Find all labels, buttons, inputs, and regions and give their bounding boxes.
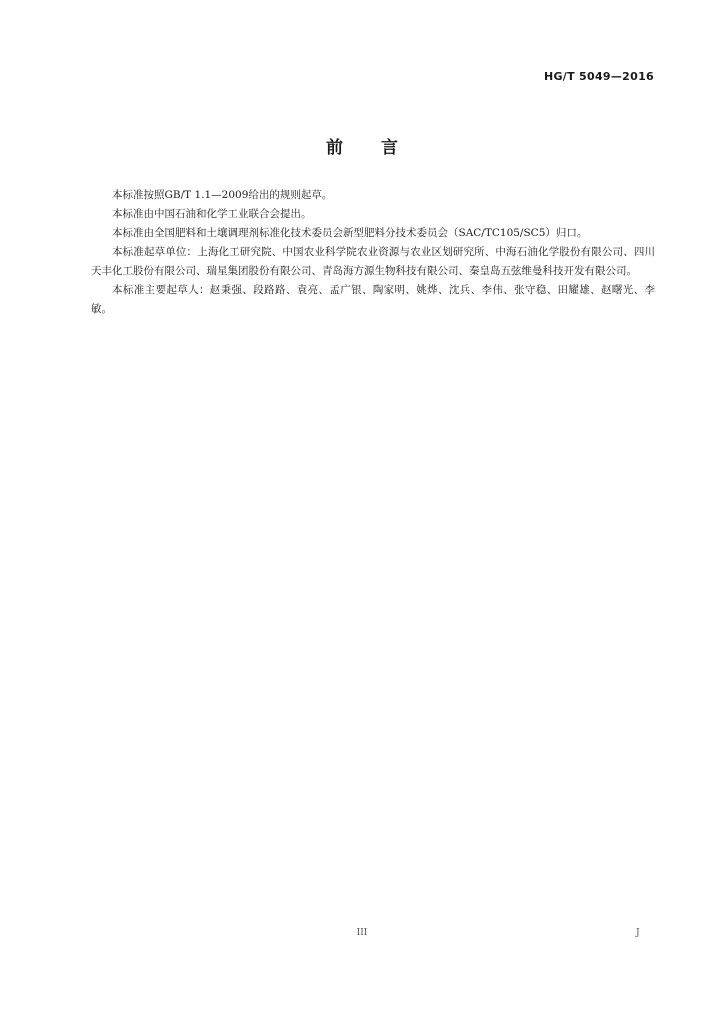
paragraph-committee: 本标准由全国肥料和土壤调理剂标准化技术委员会新型肥料分技术委员会（SAC/TC105/SC5）归口。 xyxy=(112,227,588,239)
paragraph-drafting-units: 本标准起草单位：上海化工研究院、中国农业科学院农业资源与农业区划研究所、中海石油化学股份有限公司、四川天丰化工股份有限公司、瑞星集团股份有限公司、青岛海方源生物科技有限公司、秦皇岛五弦维曼科技开发有限公司。 xyxy=(91,246,655,277)
page-number: III xyxy=(356,928,368,938)
preface-body xyxy=(91,186,655,319)
paragraph-drafters: 本标准主要起草人：赵秉强、段路路、袁亮、孟广银、陶家明、姚烨、沈兵、李伟、张守稳、田耀雄、赵曙光、李敏。 xyxy=(91,284,655,315)
paragraph-proposer: 本标准由中国石油和化学工业联合会提出。 xyxy=(112,208,312,220)
section-title: 前言 xyxy=(326,138,436,158)
paragraph-drafting-rules: 本标准按照GB/T 1.1—2009给出的规则起草。 xyxy=(112,189,333,201)
margin-mark: J xyxy=(636,928,640,938)
document-code: HG/T 5049—2016 xyxy=(543,70,654,83)
